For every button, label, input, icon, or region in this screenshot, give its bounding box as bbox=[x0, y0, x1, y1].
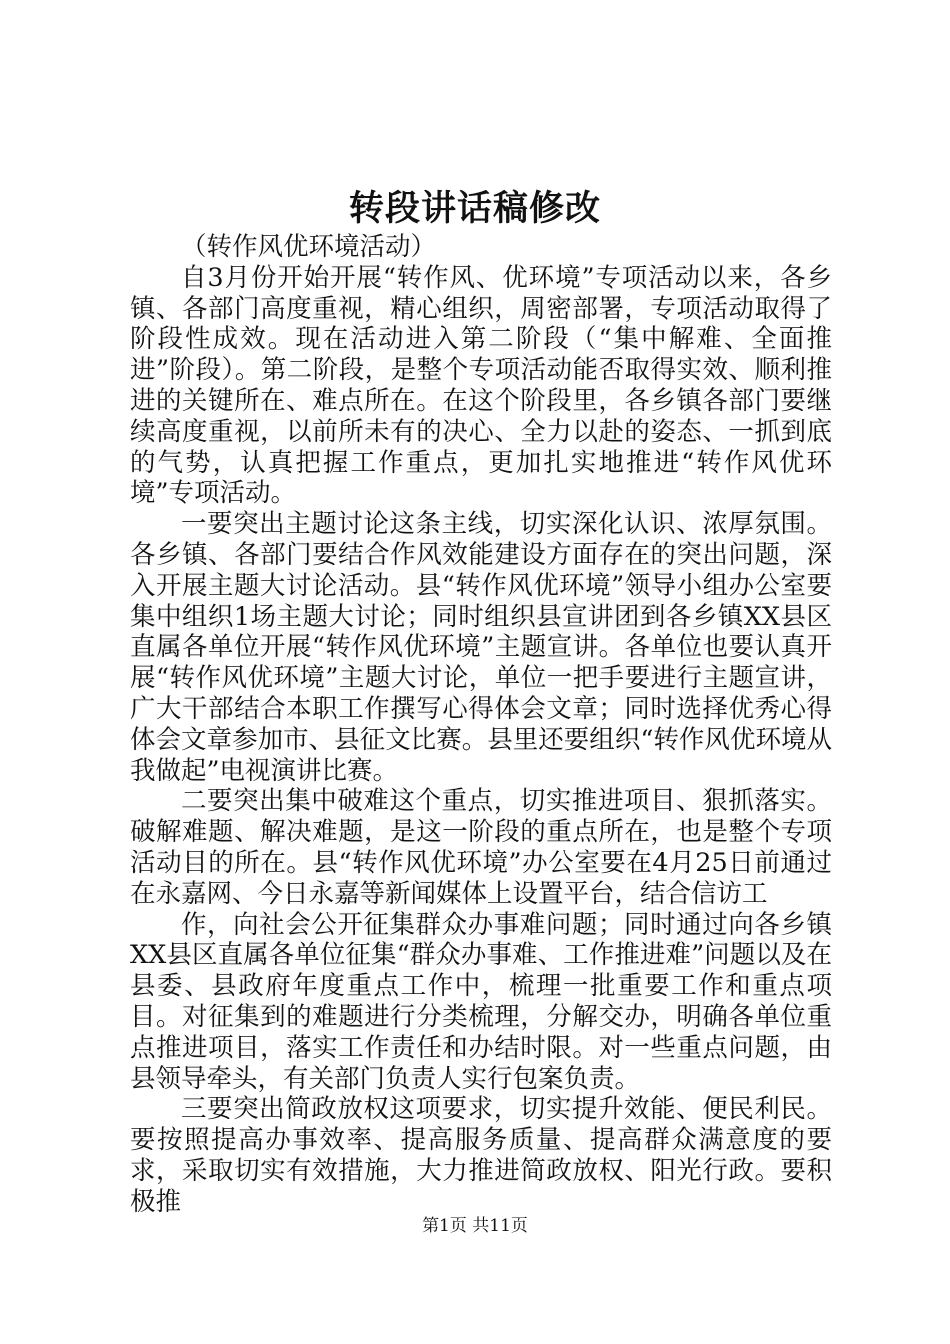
body-paragraph-third-point: 三要突出简政放权这项要求，切实提升效能、便民利民。要按照提高办事效率、提高服务质量、提高群众满意度的要求，采取切实有效措施，大力推进简政放权、阳光行政。要积极推 bbox=[130, 1094, 832, 1217]
document-title: 转段讲话稿修改 bbox=[348, 188, 601, 229]
body-paragraph-first-point: 一要突出主题讨论这条主线，切实深化认识、浓厚氛围。各乡镇、各部门要结合作风效能建设方面存在的突出问题，深入开展主题大讨论活动。县“转作风优环境”领导小组办公室要集中组织1场主题大讨论；同时组织县宣讲团到各乡镇XX县区直属各单位开展“转作风优环境”主题宣讲。各单位也要认真开展“转作风优环境”主题大讨论，单位一把手要进行主题宣讲，广大干部结合本职工作撰写心得体会文章；同时选择优秀心得体会文章参加市、县征文比赛。县里还要组织“转作风优环境从我做起”电视演讲比赛。 bbox=[130, 509, 832, 786]
body-paragraph-second-point-continued: 作，向社会公开征集群众办事难问题；同时通过向各乡镇XX县区直属各单位征集“群众办事难、工作推进难”问题以及在县委、县政府年度重点工作中，梳理一批重要工作和重点项目。对征集到的难题进行分类梳理，分解交办，明确各单位重点推进项目，落实工作责任和办结时限。对一些重点问题，由县领导牵头，有关部门负责人实行包案负责。 bbox=[130, 909, 832, 1094]
body-paragraph-second-point: 二要突出集中破难这个重点，切实推进项目、狠抓落实。破解难题、解决难题，是这一阶段的重点所在，也是整个专项活动目的所在。县“转作风优环境”办公室要在4月25日前通过在永嘉网、今日永嘉等新闻媒体上设置平台，结合信访工 bbox=[130, 786, 832, 909]
subtitle-paragraph: （转作风优环境活动） bbox=[181, 232, 437, 262]
body-paragraph-intro: 自3月份开始开展“转作风、优环境”专项活动以来，各乡镇、各部门高度重视，精心组织，周密部署，专项活动取得了阶段性成效。现在活动进入第二阶段（“集中解难、全面推进”阶段）。第二阶段，是整个专项活动能否取得实效、顺利推进的关键所在、难点所在。在这个阶段里，各乡镇各部门要继续高度重视，以前所未有的决心、全力以赴的姿态、一抓到底的气势，认真把握工作重点，更加扎实地推进“转作风优环境”专项活动。 bbox=[130, 262, 832, 509]
document-body bbox=[130, 232, 832, 1218]
page-footer: 第1页 共11页 bbox=[422, 1216, 528, 1236]
